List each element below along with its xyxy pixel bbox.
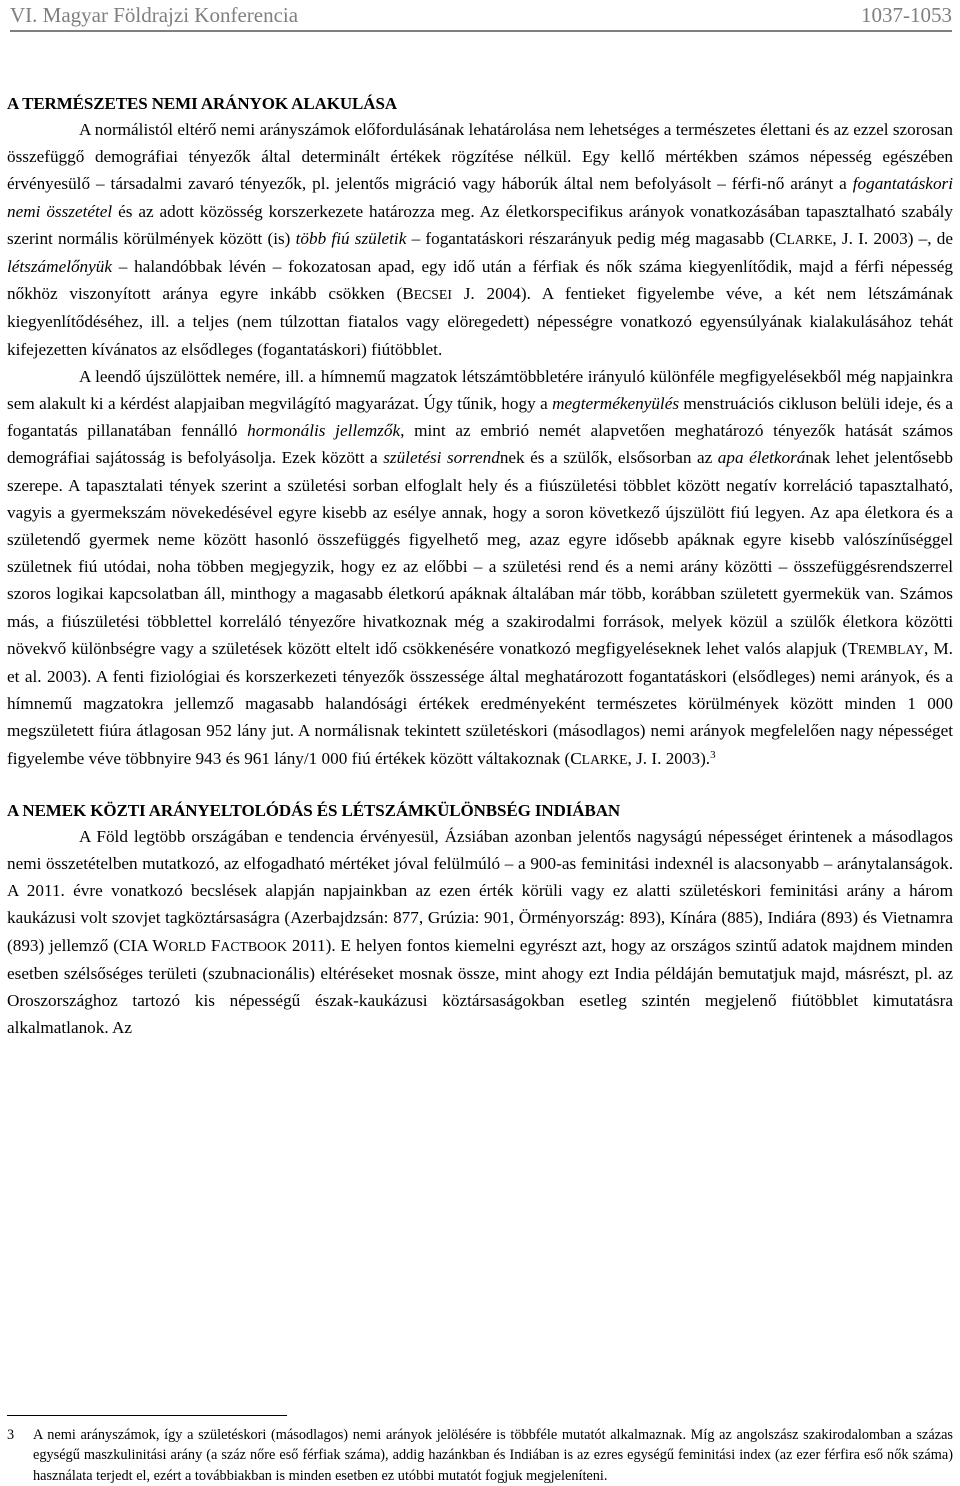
italic-term: hormonális jellemzők — [247, 421, 401, 441]
footnote-separator — [7, 1415, 287, 1416]
author-name: LARKE — [581, 751, 628, 767]
text-run: F — [205, 935, 221, 955]
italic-term: apa életkorá — [717, 448, 806, 468]
text-run: – halandóbbak lévén – fokozatosan apad, egy idő után a férfiak és nők száma kiegyenlítődik, majd a férfi népesség nőkhöz viszonyított aránya egyre inkább csökken (B — [7, 257, 953, 304]
italic-term: létszámelőnyük — [7, 257, 113, 277]
footnote-number: 3 — [7, 1427, 15, 1443]
italic-term: megtermékenyülés — [552, 394, 680, 414]
main-content — [7, 92, 953, 1042]
running-header — [10, 0, 952, 32]
text-run: A Föld legtöbb országában e tendencia érvényesül, Ázsiában azonban jelentős nagyságú népességet érintenek a másodlagos nemi összetételben mutatkozó, az elfogadható mértéket jóval felülmúló – a 900-as feminitási indexnél is alacsonyabb – aránytalanságok. A 2011. évre vonatkozó becslések alapján napjainkban az ezen érték körüli vagy ez alatti születéskori feminitási arány a három kaukázusi volt szovjet tagköztársaságra (Azerbajdzsán: 877, Grúzia: 901, Örményország: 893), Kínára (885), Indiára (893) és Vietnamra (893) jellemző (CIA W — [7, 826, 953, 955]
text-run: 2011). E helyen fontos kiemelni egyrészt azt, hogy az országos szintű adatok majdnem minden esetben szélsőséges területi (szubnacionális) eltéréseket mosnak össze, mint ahogy ezt India példáján bemutatjuk majd, másrészt, pl. az Oroszországhoz tartozó kis népességű észak-kaukázusi köztársaságokban esetleg szintén megjelenő fiútöbblet kimutatásra alkalmatlanok. Az — [7, 935, 953, 1038]
text-run: , mint az embrió nemét alapvetően meghatározó tényezők hatását számos demográfiai sajátosság is befolyásolja. Ezek között a — [7, 421, 953, 468]
italic-term: születési sorrend — [383, 448, 500, 468]
text-run: – fogantatáskori részarányuk pedig még magasabb (C — [406, 228, 787, 248]
author-name: ACTBOOK — [220, 938, 287, 954]
footnote — [7, 1425, 953, 1486]
italic-term: fogantatáskori nemi összetétel — [7, 174, 953, 221]
page-range: 1037-1053 — [861, 3, 952, 27]
paragraph — [7, 823, 953, 1042]
text-run: és az adott közösség korszerkezete határozza meg. Az életkorspecifikus arányok vonatkozásában tapasztalható szabály szerint normális körülmények között (is) — [7, 201, 953, 248]
text-run: A leendő újszülöttek nemére, ill. a hímnemű magzatok létszámtöbbletére irányuló különféle megfigyelésekből még napjainkra sem alakult ki a kérdést alapjaiban megvilágító magyarázat. Úgy tűnik, hogy a — [7, 366, 953, 414]
author-name: ORLD — [168, 938, 206, 954]
text-run: J. 2004). A fentieket figyelembe véve, a két nem létszámának kiegyenlítődéséhez, ill. a teljes (nem túlzottan fiatalos vagy elöregedett) népességre vonatkozó egyensúlyának kialakulásához tehát kifejezetten kívánatos az elsődleges (fogantatáskori) fiútöbblet. — [7, 284, 953, 359]
italic-term: több fiú születik — [295, 228, 407, 248]
author-name: LARKE — [786, 231, 833, 247]
author-name: ECSEI — [413, 287, 452, 303]
footnote-text: A nemi arányszámok, így a születéskori (másodlagos) nemi arányok jelölésére is többféle mutatót alkalmaznak. Míg az angolszász szakirodalomban a százas egységű maszkulinitási arány (a száz nőre eső férfiak száma), addig hazánkban és Indiában is az ezres egységű feminitási index (az ezer férfira eső nők száma) használata terjedt el, ezért a továbbiakban is minden esetben ez utóbbi mutatót fogjuk megjeleníteni. — [33, 1427, 953, 1484]
footnote-marker: 3 — [710, 748, 716, 761]
author-name: REMBLAY — [857, 641, 924, 657]
text-run: nak lehet jelentősebb szerepe. A tapasztalati tények szerint a születési sorban elfoglalt hely és a fiúszületési többlet között negatív korreláció tapasztalható, vagyis a gyermekszám növekedésével egyre kisebb az esélye annak, hogy a soron következő újszülött fiú legyen. Az apa életkora és a születendő gyermek neme között hasonló összefüggés figyelhető meg, azaz egyre idősebb apáknak egyre kisebb valószínűséggel születnek fiú utódai, noha többen megjegyzik, hogy ez az előbbi – a születési rend és a nemi arány közötti – összefüggésrendszerrel szoros logikai kapcsolatban áll, minthogy a magasabb életkorú apáknak általában már több, korábban született gyermekük van. Számos más, a fiúszületési többlettel korreláló tényezőre hivatkoznak még a szakirodalmi források, melyek közül a szülők életkora közötti növekvő különbségre vagy a születések között eltelt idő csökkenésére vonatkozó megfigyeléseknek lehet valós alapjuk (T — [7, 448, 953, 658]
text-run: , J. I. 2003) –, de — [832, 228, 953, 248]
text-run: menstruációs cikluson belüli ideje, és a fogantatás pillanatában fennálló — [7, 394, 953, 441]
text-run: , J. I. 2003). — [627, 748, 711, 768]
text-run: nek és a szülők, elsősorban az — [499, 448, 718, 468]
paragraph — [7, 363, 953, 773]
text-run: A normálistól eltérő nemi arányszámok előfordulásának lehatárolása nem lehetséges a természetes élettani és az ezzel szorosan összefüggő demográfiai tényezők által determinált értékek rögzítése nélkül. Egy kellő mértékben számos népesség egészében érvényesülő – társadalmi zavaró tényezők, pl. jelentős migráció vagy háborúk által nem befolyásolt – férfi-nő arányt a — [7, 120, 953, 194]
conference-title: VI. Magyar Földrajzi Konferencia — [10, 3, 299, 27]
paragraph — [7, 116, 953, 363]
section-heading-natural-sex-ratios: A TERMÉSZETES NEMI ARÁNYOK ALAKULÁSA — [7, 94, 398, 113]
text-run: , M. et al. 2003). A fenti fiziológiai és korszerkezeti tényezők összessége által meghatározott fogantatáskori (elsődleges) nemi arányok, és a hímnemű magzatokra jellemző magasabb halandósági értékek eredményeként természetes körülmények között minden 1 000 megszületett fiúra átlagosan 952 lány jut. A normálisnak tekintett születéskori (másodlagos) nemi arányok megfelelően nagy népességet figyelembe véve többnyire 943 és 961 lány/1 000 fiú értékek között váltakoznak (C — [7, 638, 953, 768]
section-heading-india-imbalance: A NEMEK KÖZTI ARÁNYELTOLÓDÁS ÉS LÉTSZÁMKÜLÖNBSÉG INDIÁBAN — [7, 800, 621, 820]
